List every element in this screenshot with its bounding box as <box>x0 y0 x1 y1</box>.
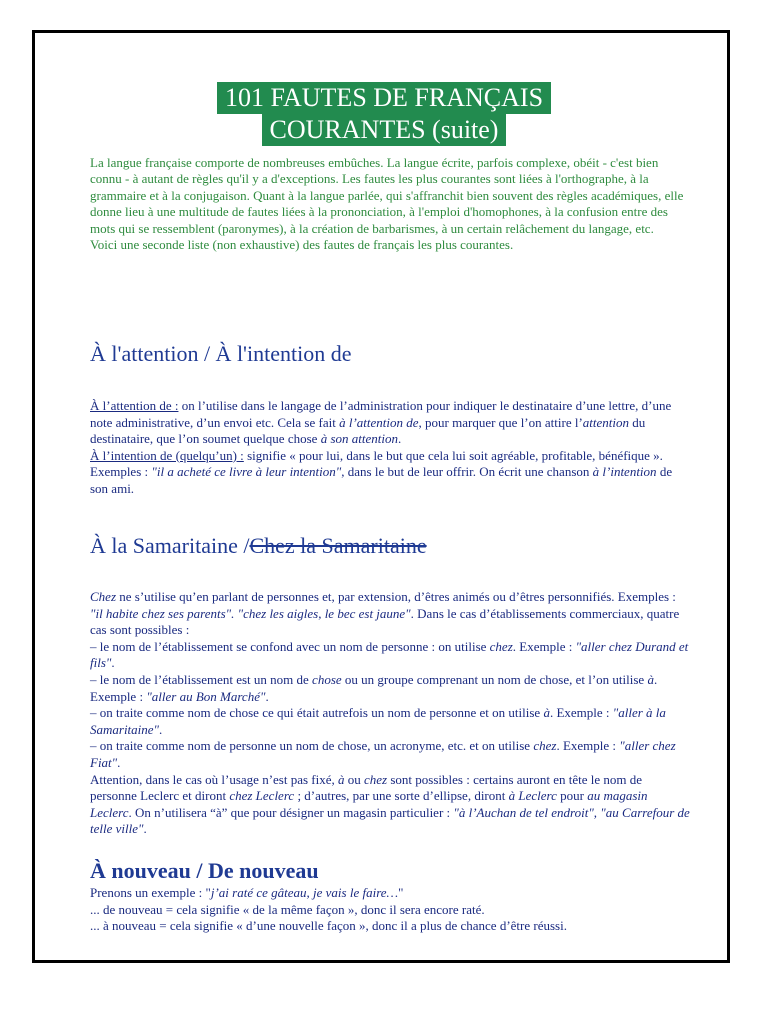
text-run: ne s’utilise qu’en parlant de personnes et, par extension, d’êtres animés ou d’êtres personnifiés. Exemples : <box>116 589 676 604</box>
text-run: sont possibles : certains auront en tête le nom de personne Leclerc et diront <box>90 771 643 804</box>
text-run: on l’utilise dans le langage de l’administration pour indiquer le destinataire d’une lettre, d’une note administrative, d’un envoi etc. Cela se fait <box>90 398 672 430</box>
text-run: . <box>111 655 115 671</box>
text-run: . Exemple : <box>90 671 658 704</box>
section-body-samaritaine <box>90 589 690 838</box>
text-run-italic: à l’intention <box>592 464 657 480</box>
text-run-italic: "aller à la Samaritaine" <box>90 705 666 737</box>
text-run: – le nom de l’établissement est un nom de <box>90 671 313 687</box>
text-run: . Exemple : <box>556 738 620 754</box>
text-run-italic: à <box>543 705 550 721</box>
paragraph-attention-note <box>90 772 690 838</box>
text-run: . Exemple : <box>512 638 576 654</box>
text-run-italic: à <box>647 671 654 687</box>
text-run-italic: "aller chez Durand et fils" <box>90 638 689 671</box>
text-run: , pour marquer que l’on attire l’ <box>418 414 583 430</box>
paragraph-chez <box>90 589 690 639</box>
paragraph-example <box>90 885 690 902</box>
case-4 <box>90 738 690 771</box>
text-run-italic: "il habite chez ses parents". "chez les aigles, le bec est jaune" <box>90 605 411 621</box>
text-run: . <box>117 754 121 770</box>
section-heading-attention: À l'attention / À l'intention de <box>90 341 352 366</box>
text-run: Attention, dans le cas où l’usage n’est pas fixé, <box>90 771 339 787</box>
text-run-italic: à son attention <box>320 431 398 447</box>
text-run-italic: j’ai raté ce gâteau, je vais le faire… <box>210 885 399 900</box>
text-run: . On n’utilisera “à” que pour désigner un magasin particulier : <box>128 804 454 820</box>
paragraph-attention <box>90 398 690 448</box>
text-run-italic: à <box>338 771 345 787</box>
text-run: signifie « pour lui, dans le but que cela lui soit agréable, profitable, bénéfique ». Exemples : <box>90 447 663 480</box>
text-run-italic: "il a acheté ce livre à leur intention" <box>151 464 342 480</box>
text-run: , dans le but de leur offrir. On écrit une chanson <box>341 464 593 480</box>
text-run: ou <box>344 771 365 787</box>
text-run-italic: chez Leclerc <box>229 788 295 804</box>
text-run-italic: chez <box>533 738 557 754</box>
text-run: – on traite comme nom de personne un nom de chose, un acronyme, etc. et on utilise <box>90 738 534 754</box>
text-run-italic: Chez <box>90 589 116 604</box>
text-run: ; d’autres, par une sorte d’ellipse, diront <box>294 788 509 804</box>
text-run-italic: au magasin Leclerc <box>90 788 648 820</box>
text-run: pour <box>556 788 588 804</box>
intro-paragraph <box>90 155 686 253</box>
text-run-italic: chez <box>364 771 388 787</box>
line-a-nouveau: ... à nouveau = cela signifie « d’une nouvelle façon », donc il a plus de chance d’être réussi. <box>90 918 567 934</box>
text-run: . Exemple : <box>549 705 613 721</box>
case-1 <box>90 639 690 672</box>
heading-text: À la Samaritaine / <box>90 533 250 558</box>
term-attention: À l’attention de : <box>90 398 179 413</box>
section-heading-samaritaine <box>90 533 427 559</box>
text-run: . <box>143 821 147 837</box>
text-run: du destinataire, que l’on soumet quelque chose <box>90 414 646 447</box>
text-run-italic: attention <box>582 414 629 430</box>
text-run: . <box>159 721 163 737</box>
text-run: – on traite comme nom de chose ce qui était autrefois un nom de personne et on utilise <box>90 705 544 721</box>
section-heading-nouveau: À nouveau / De nouveau <box>90 858 319 883</box>
section-body-nouveau <box>90 885 690 935</box>
section-body-attention <box>90 398 690 498</box>
text-run: ou un groupe comprenant un nom de chose, et l’on utilise <box>341 671 648 687</box>
text-run: de son ami. <box>90 464 673 496</box>
text-run-italic: "aller chez Fiat" <box>90 738 676 770</box>
intro-text-2: Voici une seconde liste (non exhaustive) des fautes de français les plus courantes. <box>90 237 514 253</box>
paragraph-intention <box>90 448 690 498</box>
text-run: . Dans le cas d’établissements commerciaux, quatre cas sont possibles : <box>90 605 680 638</box>
term-intention: À l’intention de (quelqu’un) : <box>90 447 244 463</box>
text-run: . <box>397 431 402 447</box>
title-line-2: COURANTES (suite) <box>262 114 507 146</box>
case-2 <box>90 672 690 705</box>
text-run-italic: à l’attention de <box>339 414 419 430</box>
title-line-1: 101 FAUTES DE FRANÇAIS <box>217 82 551 114</box>
text-run: " <box>398 885 404 900</box>
text-run: – le nom de l’établissement se confond avec un nom de personne : on utilise <box>90 638 490 654</box>
line-de-nouveau: ... de nouveau = cela signifie « de la même façon », donc il sera encore raté. <box>90 901 485 917</box>
text-run: Prenons un exemple : " <box>90 885 211 900</box>
text-run-italic: chez <box>489 638 513 654</box>
text-run-italic: à Leclerc <box>508 788 557 804</box>
text-run: . <box>265 688 269 704</box>
heading-strikethrough: Chez la Samaritaine <box>249 533 427 558</box>
text-run-italic: "à l’Auchan de tel endroit", "au Carrefour de telle ville" <box>90 804 690 837</box>
text-run-italic: "aller au Bon Marché" <box>146 688 266 704</box>
intro-text-1: La langue française comporte de nombreuses embûches. La langue écrite, parfois complexe, obéit - c'est bien connu - à autant de règles qu'il y a d'exceptions. Les fautes les plus courantes sont liées à l'orthographe, à la grammaire et à la conjugaison. Quant à la langue parlée, qui s'affranchit bien souvent des règles académiques, elle donne lieu à une multitude de fautes liées à la prononciation, à l'emploi d'homophones, à la confusion entre des mots qui se ressemblent (paronymes), à la création de barbarismes, à un certain relâchement du langage, etc. <box>90 155 684 236</box>
case-3 <box>90 705 690 738</box>
document-title <box>0 82 768 146</box>
text-run-italic: chose <box>312 671 342 687</box>
